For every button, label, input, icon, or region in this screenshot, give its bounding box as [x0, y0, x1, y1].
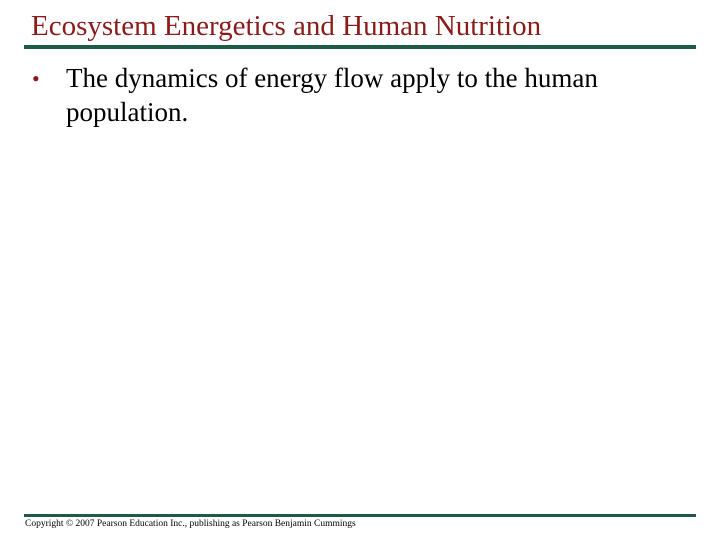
bullet-list: [24, 61, 684, 129]
bullet-text: The dynamics of energy flow apply to the human population.: [66, 63, 598, 127]
title-underline-rule: [24, 45, 696, 49]
slide-title: Ecosystem Energetics and Human Nutrition: [31, 10, 542, 42]
copyright-notice: Copyright © 2007 Pearson Education Inc., publishing as Pearson Benjamin Cummings: [25, 519, 356, 529]
bullet-marker-icon: •: [32, 66, 40, 91]
bullet-item: [24, 61, 684, 129]
footer-rule: [24, 514, 696, 517]
